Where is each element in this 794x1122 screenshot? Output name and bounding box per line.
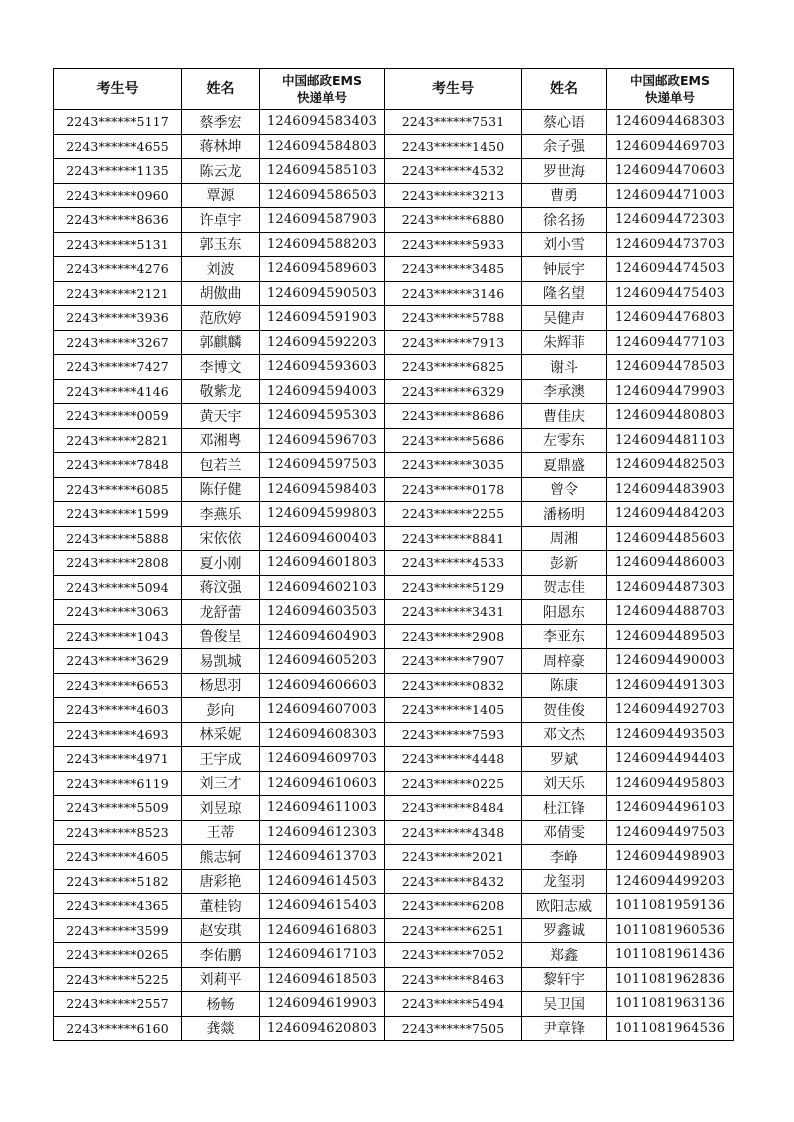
exam-id-cell: 2243******7052: [385, 943, 522, 968]
tracking-number-cell: 1246094592203: [260, 330, 385, 355]
exam-id-cell: 2243******5494: [385, 992, 522, 1017]
exam-id-cell: 2243******4971: [54, 747, 182, 772]
tracking-number-cell: 1246094487303: [607, 575, 734, 600]
tracking-number-cell: 1246094497503: [607, 820, 734, 845]
name-cell: 陈云龙: [182, 159, 260, 184]
exam-id-cell: 2243******5117: [54, 110, 182, 135]
name-cell: 夏小刚: [182, 551, 260, 576]
tracking-number-cell: 1246094620803: [260, 1016, 385, 1041]
exam-id-cell: 2243******4365: [54, 894, 182, 919]
exam-id-cell: 2243******0225: [385, 771, 522, 796]
name-cell: 范欣婷: [182, 306, 260, 331]
tracking-number-cell: 1246094618503: [260, 967, 385, 992]
tracking-number-cell: 1011081960536: [607, 918, 734, 943]
exam-id-cell: 2243******1450: [385, 134, 522, 159]
tracking-number-cell: 1246094588203: [260, 232, 385, 257]
tracking-number-cell: 1246094469703: [607, 134, 734, 159]
tracking-number-cell: 1246094616803: [260, 918, 385, 943]
exam-id-cell: 2243******6208: [385, 894, 522, 919]
table-body: [54, 110, 734, 1041]
tracking-number-cell: 1246094499203: [607, 869, 734, 894]
table-row: [54, 551, 734, 576]
exam-id-cell: 2243******1405: [385, 698, 522, 723]
exam-id-cell: 2243******0178: [385, 477, 522, 502]
name-cell: 贺佳俊: [522, 698, 607, 723]
name-cell: 李博文: [182, 355, 260, 380]
name-cell: 余子强: [522, 134, 607, 159]
tracking-number-cell: 1246094612303: [260, 820, 385, 845]
name-cell: 阳恩东: [522, 600, 607, 625]
exam-id-cell: 2243******7593: [385, 722, 522, 747]
exam-id-cell: 2243******2908: [385, 624, 522, 649]
table-row: [54, 722, 734, 747]
name-cell: 赵安琪: [182, 918, 260, 943]
table-row: [54, 600, 734, 625]
table-header: [54, 69, 734, 110]
name-cell: 左零东: [522, 428, 607, 453]
table-row: [54, 232, 734, 257]
exam-id-cell: 2243******8484: [385, 796, 522, 821]
exam-id-cell: 2243******4146: [54, 379, 182, 404]
table-row: [54, 208, 734, 233]
tracking-number-cell: 1246094468303: [607, 110, 734, 135]
tracking-number-cell: 1246094583403: [260, 110, 385, 135]
exam-id-cell: 2243******0059: [54, 404, 182, 429]
exam-id-cell: 2243******8432: [385, 869, 522, 894]
tracking-number-cell: 1246094603503: [260, 600, 385, 625]
exam-id-cell: 2243******5509: [54, 796, 182, 821]
table-row: [54, 306, 734, 331]
tracking-number-cell: 1246094477103: [607, 330, 734, 355]
tracking-number-cell: 1246094480803: [607, 404, 734, 429]
exam-id-cell: 2243******2557: [54, 992, 182, 1017]
name-cell: 周梓豪: [522, 649, 607, 674]
name-cell: 夏鼎盛: [522, 453, 607, 478]
name-cell: 熊志轲: [182, 845, 260, 870]
exam-id-cell: 2243******0960: [54, 183, 182, 208]
tracking-number-cell: 1246094611003: [260, 796, 385, 821]
name-cell: 敬紫龙: [182, 379, 260, 404]
name-cell: 杜江锋: [522, 796, 607, 821]
exam-id-cell: 2243******6160: [54, 1016, 182, 1041]
tracking-number-cell: 1246094471003: [607, 183, 734, 208]
table-row: [54, 771, 734, 796]
name-cell: 欧阳志威: [522, 894, 607, 919]
name-cell: 李亚东: [522, 624, 607, 649]
tracking-number-cell: 1246094598403: [260, 477, 385, 502]
exam-id-cell: 2243******3629: [54, 649, 182, 674]
exam-id-cell: 2243******5131: [54, 232, 182, 257]
exam-id-cell: 2243******2021: [385, 845, 522, 870]
tracking-number-cell: 1246094490003: [607, 649, 734, 674]
tracking-number-cell: 1246094607003: [260, 698, 385, 723]
name-cell: 郭麒麟: [182, 330, 260, 355]
name-cell: 黎轩宇: [522, 967, 607, 992]
exam-id-cell: 2243******3035: [385, 453, 522, 478]
tracking-number-cell: 1246094584803: [260, 134, 385, 159]
name-cell: 林采妮: [182, 722, 260, 747]
name-cell: 郭玉东: [182, 232, 260, 257]
tracking-number-cell: 1011081964536: [607, 1016, 734, 1041]
header-exam-id-right: 考生号: [385, 69, 522, 110]
table-row: [54, 526, 734, 551]
name-cell: 龙玺羽: [522, 869, 607, 894]
name-cell: 刘小雪: [522, 232, 607, 257]
table-row: [54, 404, 734, 429]
tracking-number-cell: 1011081961436: [607, 943, 734, 968]
tracking-number-cell: 1246094585103: [260, 159, 385, 184]
exam-id-cell: 2243******5686: [385, 428, 522, 453]
exam-id-cell: 2243******7531: [385, 110, 522, 135]
exam-id-cell: 2243******3431: [385, 600, 522, 625]
exam-id-cell: 2243******6329: [385, 379, 522, 404]
tracking-number-cell: 1246094608303: [260, 722, 385, 747]
tracking-number-cell: 1246094596703: [260, 428, 385, 453]
name-cell: 郑鑫: [522, 943, 607, 968]
exam-id-cell: 2243******4533: [385, 551, 522, 576]
name-cell: 邓湘粤: [182, 428, 260, 453]
name-cell: 邓倩雯: [522, 820, 607, 845]
header-tracking-line2: 快递单号: [644, 90, 695, 105]
name-cell: 杨思羽: [182, 673, 260, 698]
header-tracking-line1: 中国邮政EMS: [630, 73, 710, 88]
tracking-number-cell: 1246094478503: [607, 355, 734, 380]
table-row: [54, 257, 734, 282]
exam-id-cell: 2243******3936: [54, 306, 182, 331]
name-cell: 彭向: [182, 698, 260, 723]
exam-id-cell: 2243******2821: [54, 428, 182, 453]
tracking-number-cell: 1246094486003: [607, 551, 734, 576]
table-row: [54, 110, 734, 135]
name-cell: 鲁俊呈: [182, 624, 260, 649]
exam-id-cell: 2243******4655: [54, 134, 182, 159]
tracking-number-cell: 1246094484203: [607, 502, 734, 527]
header-tracking-line2: 快递单号: [296, 90, 347, 105]
tracking-number-cell: 1246094614503: [260, 869, 385, 894]
tracking-number-cell: 1246094495803: [607, 771, 734, 796]
name-cell: 罗世海: [522, 159, 607, 184]
name-cell: 隆名望: [522, 281, 607, 306]
exam-id-cell: 2243******4693: [54, 722, 182, 747]
tracking-number-cell: 1246094587903: [260, 208, 385, 233]
name-cell: 覃源: [182, 183, 260, 208]
table-row: [54, 796, 734, 821]
name-cell: 徐名扬: [522, 208, 607, 233]
exam-id-cell: 2243******3146: [385, 281, 522, 306]
name-cell: 罗鑫诚: [522, 918, 607, 943]
exam-id-cell: 2243******0265: [54, 943, 182, 968]
table-row: [54, 159, 734, 184]
tracking-number-cell: 1246094472303: [607, 208, 734, 233]
name-cell: 曹勇: [522, 183, 607, 208]
tracking-number-cell: 1011081959136: [607, 894, 734, 919]
header-tracking-line1: 中国邮政EMS: [282, 73, 362, 88]
exam-id-cell: 2243******8686: [385, 404, 522, 429]
exam-id-cell: 2243******6119: [54, 771, 182, 796]
header-tracking-left: [260, 69, 385, 110]
name-cell: 陈康: [522, 673, 607, 698]
table-row: [54, 477, 734, 502]
name-cell: 刘天乐: [522, 771, 607, 796]
exam-id-cell: 2243******7907: [385, 649, 522, 674]
exam-id-cell: 2243******4532: [385, 159, 522, 184]
name-cell: 刘三才: [182, 771, 260, 796]
name-cell: 尹章锋: [522, 1016, 607, 1041]
exam-id-cell: 2243******1599: [54, 502, 182, 527]
name-cell: 杨畅: [182, 992, 260, 1017]
exam-id-cell: 2243******2808: [54, 551, 182, 576]
tracking-number-cell: 1246094619903: [260, 992, 385, 1017]
tracking-number-cell: 1246094609703: [260, 747, 385, 772]
exam-id-cell: 2243******4448: [385, 747, 522, 772]
exam-id-cell: 2243******5788: [385, 306, 522, 331]
exam-id-cell: 2243******3599: [54, 918, 182, 943]
table-row: [54, 330, 734, 355]
name-cell: 吴卫国: [522, 992, 607, 1017]
name-cell: 易凯城: [182, 649, 260, 674]
tracking-number-cell: 1246094605203: [260, 649, 385, 674]
table-row: [54, 869, 734, 894]
tracking-number-cell: 1246094589603: [260, 257, 385, 282]
table-row: [54, 845, 734, 870]
table-row: [54, 624, 734, 649]
name-cell: 周湘: [522, 526, 607, 551]
exam-id-cell: 2243******5888: [54, 526, 182, 551]
exam-id-cell: 2243******4603: [54, 698, 182, 723]
exam-id-cell: 2243******8523: [54, 820, 182, 845]
tracking-number-cell: 1246094593603: [260, 355, 385, 380]
name-cell: 钟辰宇: [522, 257, 607, 282]
exam-id-cell: 2243******8636: [54, 208, 182, 233]
table-row: [54, 183, 734, 208]
table-row: [54, 918, 734, 943]
table-row: [54, 379, 734, 404]
exam-id-cell: 2243******7848: [54, 453, 182, 478]
tracking-number-cell: 1246094473703: [607, 232, 734, 257]
tracking-number-cell: 1246094475403: [607, 281, 734, 306]
name-cell: 陈仔健: [182, 477, 260, 502]
name-cell: 龙舒蕾: [182, 600, 260, 625]
name-cell: 曾令: [522, 477, 607, 502]
tracking-number-cell: 1246094591903: [260, 306, 385, 331]
table-row: [54, 649, 734, 674]
tracking-number-cell: 1246094615403: [260, 894, 385, 919]
header-name-left: 姓名: [182, 69, 260, 110]
tracking-number-cell: 1246094483903: [607, 477, 734, 502]
name-cell: 刘波: [182, 257, 260, 282]
tracking-number-cell: 1246094498903: [607, 845, 734, 870]
tracking-number-cell: 1246094470603: [607, 159, 734, 184]
name-cell: 蒋林坤: [182, 134, 260, 159]
table-row: [54, 355, 734, 380]
table-row: [54, 967, 734, 992]
tracking-number-cell: 1246094602103: [260, 575, 385, 600]
tracking-number-cell: 1246094493503: [607, 722, 734, 747]
name-cell: 蒋汶强: [182, 575, 260, 600]
table-row: [54, 575, 734, 600]
exam-id-cell: 2243******2255: [385, 502, 522, 527]
tracking-number-cell: 1011081963136: [607, 992, 734, 1017]
exam-id-cell: 2243******6085: [54, 477, 182, 502]
name-cell: 龚燚: [182, 1016, 260, 1041]
table-row: [54, 673, 734, 698]
tracking-number-cell: 1246094494403: [607, 747, 734, 772]
tracking-number-cell: 1246094489503: [607, 624, 734, 649]
table-row: [54, 502, 734, 527]
exam-id-cell: 2243******5129: [385, 575, 522, 600]
name-cell: 包若兰: [182, 453, 260, 478]
exam-id-cell: 2243******3267: [54, 330, 182, 355]
name-cell: 刘莉平: [182, 967, 260, 992]
name-cell: 吴健声: [522, 306, 607, 331]
tracking-number-cell: 1246094599803: [260, 502, 385, 527]
exam-id-cell: 2243******2121: [54, 281, 182, 306]
name-cell: 王蒂: [182, 820, 260, 845]
tracking-number-cell: 1246094601803: [260, 551, 385, 576]
exam-id-cell: 2243******8841: [385, 526, 522, 551]
exam-id-cell: 2243******7913: [385, 330, 522, 355]
name-cell: 蔡心语: [522, 110, 607, 135]
tracking-number-cell: 1246094594003: [260, 379, 385, 404]
table-row: [54, 134, 734, 159]
name-cell: 唐彩艳: [182, 869, 260, 894]
header-name-right: 姓名: [522, 69, 607, 110]
exam-id-cell: 2243******5094: [54, 575, 182, 600]
exam-id-cell: 2243******3213: [385, 183, 522, 208]
table-row: [54, 747, 734, 772]
tracking-number-cell: 1246094600403: [260, 526, 385, 551]
table-row: [54, 943, 734, 968]
name-cell: 李承澳: [522, 379, 607, 404]
exam-id-cell: 2243******0832: [385, 673, 522, 698]
tracking-number-cell: 1246094586503: [260, 183, 385, 208]
header-tracking-right: [607, 69, 734, 110]
name-cell: 李燕乐: [182, 502, 260, 527]
name-cell: 朱辉菲: [522, 330, 607, 355]
name-cell: 王宇成: [182, 747, 260, 772]
exam-id-cell: 2243******3063: [54, 600, 182, 625]
name-cell: 李佑鹏: [182, 943, 260, 968]
header-exam-id-left: 考生号: [54, 69, 182, 110]
name-cell: 贺志佳: [522, 575, 607, 600]
name-cell: 董桂钧: [182, 894, 260, 919]
exam-id-cell: 2243******4348: [385, 820, 522, 845]
table-row: [54, 453, 734, 478]
tracking-number-cell: 1246094610603: [260, 771, 385, 796]
exam-id-cell: 2243******8463: [385, 967, 522, 992]
exam-id-cell: 2243******6653: [54, 673, 182, 698]
name-cell: 宋依依: [182, 526, 260, 551]
tracking-number-cell: 1246094590503: [260, 281, 385, 306]
name-cell: 黄天宇: [182, 404, 260, 429]
name-cell: 邓文杰: [522, 722, 607, 747]
tracking-number-cell: 1246094492703: [607, 698, 734, 723]
name-cell: 许卓宇: [182, 208, 260, 233]
exam-id-cell: 2243******6251: [385, 918, 522, 943]
table-row: [54, 992, 734, 1017]
tracking-number-cell: 1246094482503: [607, 453, 734, 478]
name-cell: 潘杨明: [522, 502, 607, 527]
exam-id-cell: 2243******4276: [54, 257, 182, 282]
tracking-number-cell: 1246094485603: [607, 526, 734, 551]
tracking-number-cell: 1246094479903: [607, 379, 734, 404]
tracking-number-cell: 1246094597503: [260, 453, 385, 478]
exam-id-cell: 2243******6825: [385, 355, 522, 380]
exam-id-cell: 2243******5182: [54, 869, 182, 894]
tracking-number-cell: 1246094474503: [607, 257, 734, 282]
tracking-number-cell: 1246094595303: [260, 404, 385, 429]
exam-id-cell: 2243******6880: [385, 208, 522, 233]
exam-id-cell: 2243******5933: [385, 232, 522, 257]
tracking-number-cell: 1246094613703: [260, 845, 385, 870]
tracking-number-cell: 1246094617103: [260, 943, 385, 968]
exam-id-cell: 2243******1135: [54, 159, 182, 184]
table-row: [54, 820, 734, 845]
name-cell: 刘昱琼: [182, 796, 260, 821]
name-cell: 曹佳庆: [522, 404, 607, 429]
tracking-number-cell: 1011081962836: [607, 967, 734, 992]
table-row: [54, 894, 734, 919]
tracking-number-cell: 1246094604903: [260, 624, 385, 649]
tracking-number-cell: 1246094488703: [607, 600, 734, 625]
name-cell: 谢斗: [522, 355, 607, 380]
tracking-number-cell: 1246094496103: [607, 796, 734, 821]
name-cell: 李峥: [522, 845, 607, 870]
name-cell: 彭新: [522, 551, 607, 576]
name-cell: 蔡季宏: [182, 110, 260, 135]
exam-id-cell: 2243******7505: [385, 1016, 522, 1041]
name-cell: 罗斌: [522, 747, 607, 772]
table-row: [54, 428, 734, 453]
name-cell: 胡傲曲: [182, 281, 260, 306]
header-row: [54, 69, 734, 110]
shipment-table: [53, 68, 734, 1041]
tracking-number-cell: 1246094491303: [607, 673, 734, 698]
exam-id-cell: 2243******4605: [54, 845, 182, 870]
exam-id-cell: 2243******7427: [54, 355, 182, 380]
tracking-number-cell: 1246094481103: [607, 428, 734, 453]
table-row: [54, 1016, 734, 1041]
exam-id-cell: 2243******3485: [385, 257, 522, 282]
exam-id-cell: 2243******5225: [54, 967, 182, 992]
table-row: [54, 698, 734, 723]
tracking-number-cell: 1246094476803: [607, 306, 734, 331]
table-row: [54, 281, 734, 306]
exam-id-cell: 2243******1043: [54, 624, 182, 649]
tracking-number-cell: 1246094606603: [260, 673, 385, 698]
